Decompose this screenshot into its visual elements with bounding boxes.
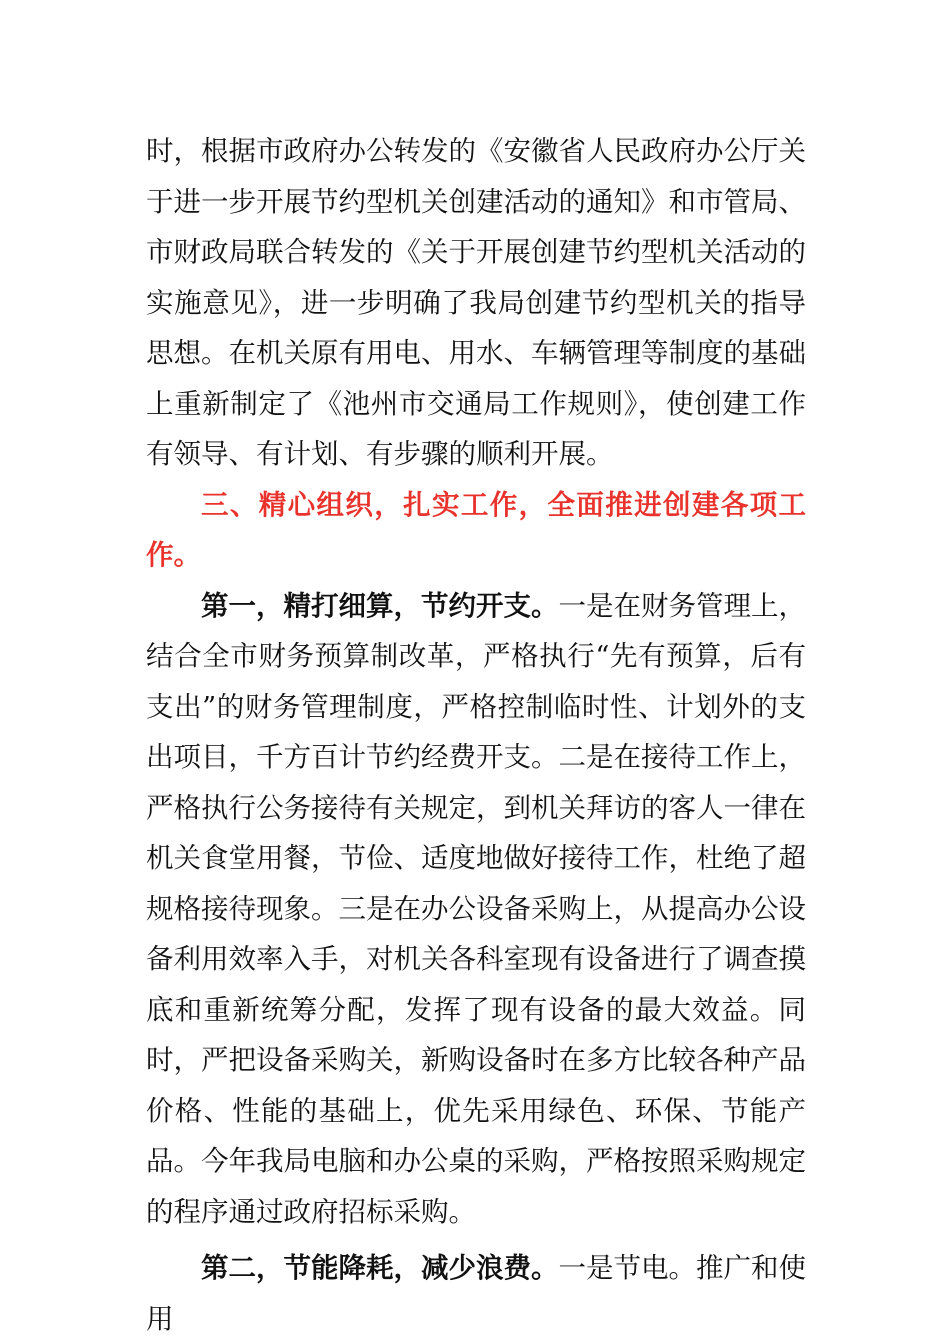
item-1-body: 一是在财务管理上，结合全市财务预算制改革，严格执行“先有预算，后有支出”的财务管理制度，严格控制临时性、计划外的支出项目，千方百计节约经费开支。二是在接待工作上，严格执行公务接待有关规定，到机关拜访的客人一律在机关食堂用餐，节俭、适度地做好接待工作，杜绝了超规格接待现象。三是在办公设备采购上，从提高办公设备利用效率入手，对机关各科室现有设备进行了调查摸底和重新统筹分配，发挥了现有设备的最大效益。同时，严把设备采购关，新购设备时在多方比较各种产品价格、性能的基础上，优先采用绿色、环保、节能产品。今年我局电脑和办公桌的采购，严格按照采购规定的程序通过政府招标采购。 xyxy=(146,589,806,1228)
document-body xyxy=(146,126,806,1344)
section-heading xyxy=(146,480,806,581)
item-2-body: 一是节电。推广和使用 xyxy=(146,1252,806,1335)
paragraph-item-2 xyxy=(146,1243,806,1344)
paragraph-item-1 xyxy=(146,581,806,1238)
section-heading-text: 三、精心组织，扎实工作，全面推进创建各项工作。 xyxy=(146,488,806,571)
paragraph-continuation xyxy=(146,126,806,480)
item-1-lead: 第一，精打细算，节约开支。 xyxy=(201,589,559,622)
paragraph-continuation-text: 时，根据市政府办公转发的《安徽省人民政府办公厅关于进一步开展节约型机关创建活动的通知》和市管局、市财政局联合转发的《关于开展创建节约型机关活动的实施意见》，进一步明确了我局创建节约型机关的指导思想。在机关原有用电、用水、车辆管理等制度的基础上重新制定了《池州市交通局工作规则》，使创建工作有领导、有计划、有步骤的顺利开展。 xyxy=(146,135,806,470)
item-2-lead: 第二，节能降耗，减少浪费。 xyxy=(201,1252,559,1284)
